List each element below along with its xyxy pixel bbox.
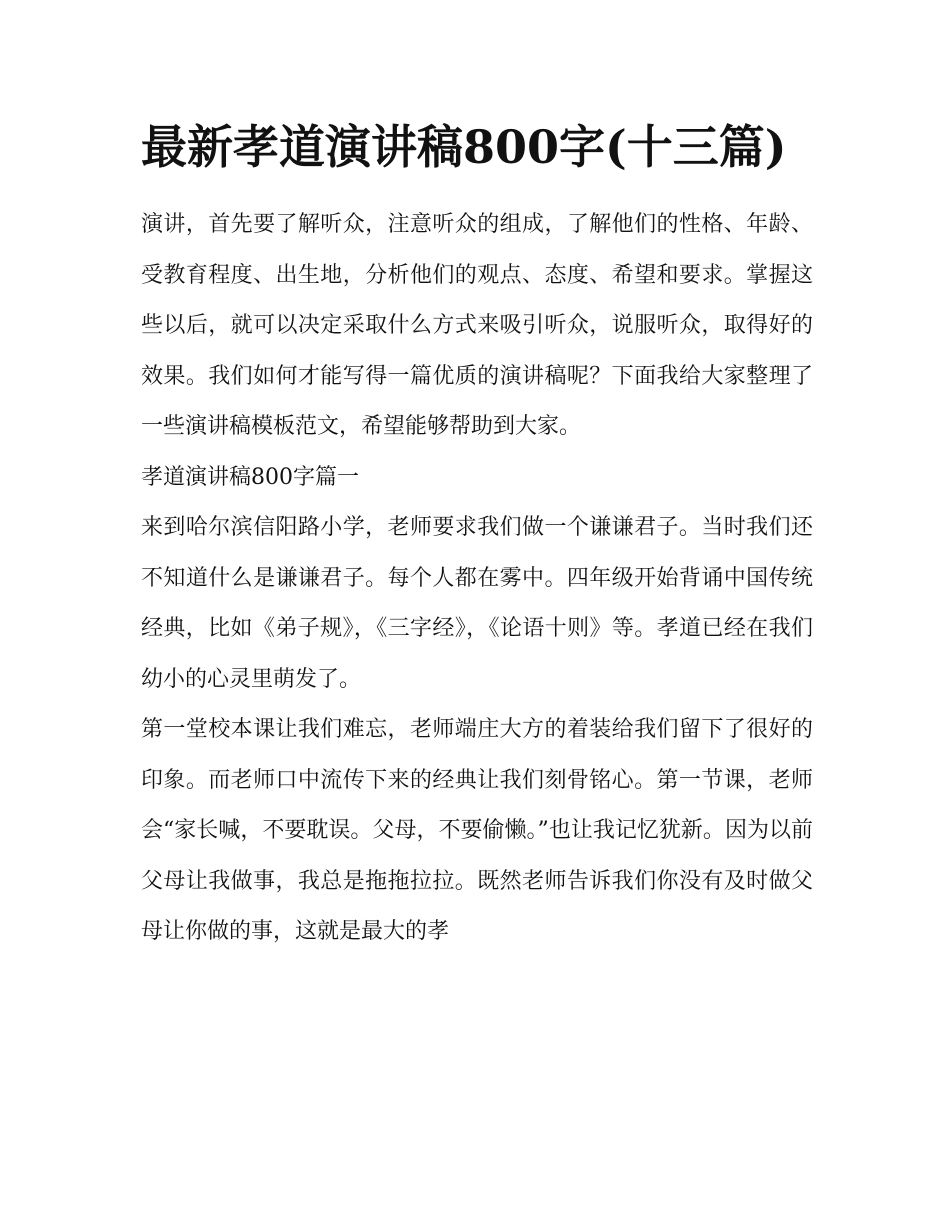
body-paragraph: 来到哈尔滨信阳路小学，老师要求我们做一个谦谦君子。当时我们还不知道什么是谦谦君子。每个人都在雾中。四年级开始背诵中国传统经典，比如《弟子规》，《三字经》，《论语十则》等。孝道已经在我们幼小的心灵里萌发了。 (141, 515, 813, 692)
section-heading: 孝道演讲稿800字篇一 (141, 464, 359, 490)
document-body (141, 108, 813, 958)
body-paragraph: 第一堂校本课让我们难忘，老师端庄大方的着装给我们留下了很好的印象。而老师口中流传下来的经典让我们刻骨铭心。第一节课，老师会“家长喊，不要耽误。父母，不要偷懒。”也让我记忆犹新。因为以前父母让我做事，我总是拖拖拉拉。既然老师告诉我们你没有及时做父母让你做的事，这就是最大的孝 (141, 717, 813, 944)
document-title: 最新孝道演讲稿800字(十三篇) (141, 120, 787, 174)
intro-paragraph: 演讲，首先要了解听众，注意听众的组成，了解他们的性格、年龄、受教育程度、出生地，分析他们的观点、态度、希望和要求。掌握这些以后，就可以决定采取什么方式来吸引听众，说服听众，取得好的效果。我们如何才能写得一篇优质的演讲稿呢？下面我给大家整理了一些演讲稿模板范文，希望能够帮助到大家。 (141, 212, 813, 439)
